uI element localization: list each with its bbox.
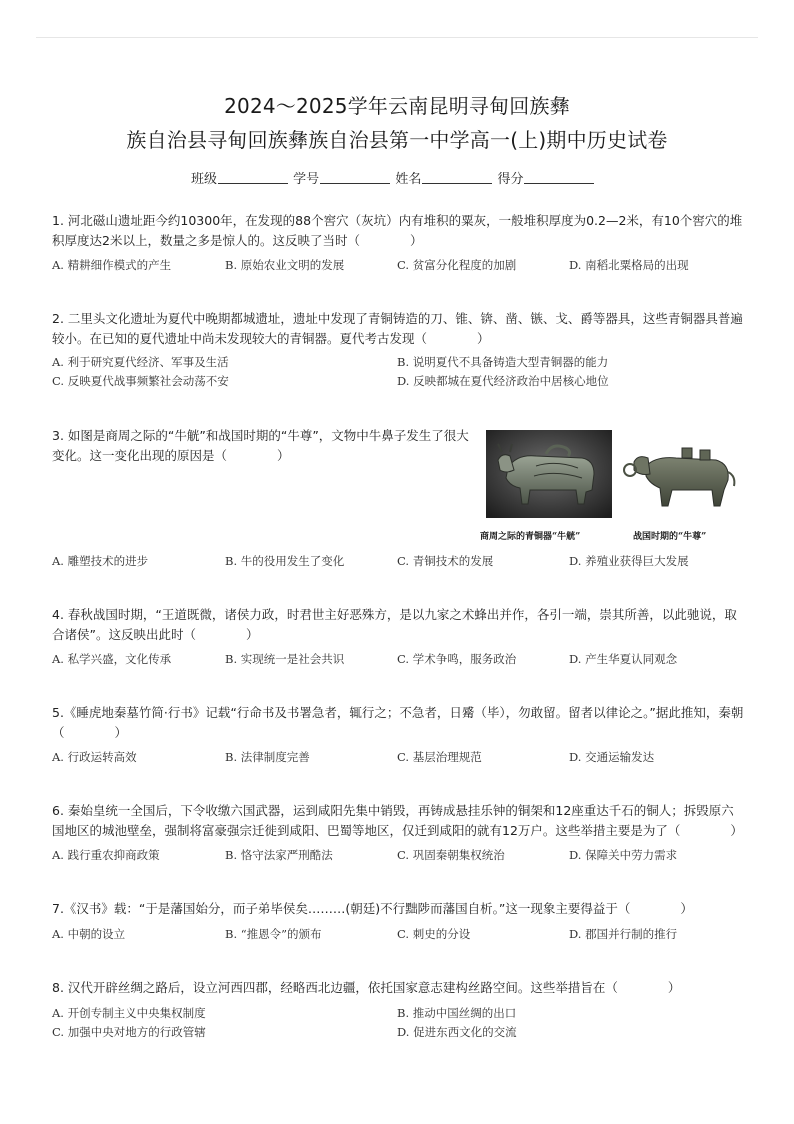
- q8-option-a[interactable]: A. 开创专制主义中央集权制度: [52, 1006, 206, 1020]
- q6-option-b[interactable]: B. 恪守法家严刑酷法: [225, 848, 333, 862]
- id-blank[interactable]: [320, 171, 390, 184]
- q5-option-d[interactable]: D. 交通运输发达: [569, 750, 655, 764]
- field-label-score: 得分: [497, 172, 524, 187]
- q2-option-b[interactable]: B. 说明夏代不具备铸造大型青铜器的能力: [397, 355, 609, 369]
- q7-option-a[interactable]: A. 中朝的设立: [52, 927, 126, 941]
- caption-ox-zun: 战国时期的“牛尊”: [633, 532, 707, 542]
- field-label-id: 学号: [293, 172, 320, 187]
- question-8: 8. 汉代开辟丝绸之路后，设立河西四郡，经略西北边疆，依托国家意志建构丝路空间。这些举措旨在（ ）: [52, 980, 681, 995]
- question-5: 5.《睡虎地秦墓竹简·行书》记载“行命书及书署急者，辄行之；不急者，日觱（毕），勿敢留。留者以律论之。”据此推知，秦朝（ ）: [52, 705, 744, 740]
- bronze-ox-zun-image: [616, 432, 742, 518]
- q5-option-b[interactable]: B. 法律制度完善: [225, 750, 310, 764]
- question-4: 4. 春秋战国时期，“王道既微，诸侯力政，时君世主好恶殊方，是以九家之术蜂出并作，各引一端，崇其所善，以此驰说，取合诸侯”。这反映出此时（ ）: [52, 607, 737, 642]
- q7-option-c[interactable]: C. 刺史的分设: [397, 927, 471, 941]
- q2-option-a[interactable]: A. 利于研究夏代经济、军事及生活: [52, 355, 229, 369]
- question-7: 7.《汉书》载：“于是藩国始分，而子弟毕侯矣………(朝廷)不行黜陟而藩国自析。”这一现象主要得益于（ ）: [52, 901, 693, 916]
- q2-option-c[interactable]: C. 反映夏代战事频繁社会动荡不安: [52, 374, 229, 388]
- name-blank[interactable]: [422, 171, 492, 184]
- q4-option-c[interactable]: C. 学术争鸣，服务政治: [397, 652, 517, 666]
- question-2: 2. 二里头文化遗址为夏代中晚期都城遗址，遗址中发现了青铜铸造的刀、锥、锛、凿、镞、戈、爵等器具，这些青铜器具普遍较小。在已知的夏代遗址中尚未发现较大的青铜器。夏代考古发现（ ）: [52, 311, 743, 346]
- caption-ox-gong: 商周之际的青铜器“牛觥”: [480, 532, 581, 542]
- q1-option-a[interactable]: A. 精耕细作模式的产生: [52, 258, 172, 272]
- class-blank[interactable]: [218, 171, 288, 184]
- question-1: 1. 河北磁山遗址距今约10300年，在发现的88个窖穴（灰坑）内有堆积的粟灰，一般堆积厚度为0.2—2米，有10个窖穴的堆积厚度达2米以上，数量之多是惊人的。这反映了当时（ ）: [52, 213, 743, 248]
- q4-option-a[interactable]: A. 私学兴盛，文化传承: [52, 652, 172, 666]
- top-rule: [36, 37, 758, 38]
- q3-option-c[interactable]: C. 青铜技术的发展: [397, 554, 494, 568]
- q7-option-b[interactable]: B. “推恩令”的颁布: [225, 927, 322, 941]
- score-blank[interactable]: [524, 171, 594, 184]
- question-6: 6. 秦始皇统一全国后，下令收缴六国武器，运到咸阳先集中销毁，再铸成悬挂乐钟的铜架和12座重达千石的铜人；拆毁原六国地区的城池壁垒，强制将富豪强宗迁徙到咸阳、巴蜀等地区，仅迁到咸阳的就有12万户。这些举措主要是为了（ ）: [52, 803, 743, 838]
- q5-option-c[interactable]: C. 基层治理规范: [397, 750, 482, 764]
- exam-title-line1: 2024～2025学年云南昆明寻甸回族彝: [224, 94, 570, 118]
- q2-option-d[interactable]: D. 反映都城在夏代经济政治中居核心地位: [397, 374, 609, 388]
- q8-option-c[interactable]: C. 加强中央对地方的行政管辖: [52, 1025, 206, 1039]
- q3-option-d[interactable]: D. 养殖业获得巨大发展: [569, 554, 689, 568]
- q4-option-d[interactable]: D. 产生华夏认同观念: [569, 652, 678, 666]
- q1-option-b[interactable]: B. 原始农业文明的发展: [225, 258, 345, 272]
- q8-option-d[interactable]: D. 促进东西文化的交流: [397, 1025, 517, 1039]
- q6-option-d[interactable]: D. 保障关中劳力需求: [569, 848, 678, 862]
- q6-option-c[interactable]: C. 巩固秦朝集权统治: [397, 848, 505, 862]
- q8-option-b[interactable]: B. 推动中国丝绸的出口: [397, 1006, 517, 1020]
- field-label-class: 班级: [191, 172, 218, 187]
- q3-option-a[interactable]: A. 雕塑技术的进步: [52, 554, 149, 568]
- q6-option-a[interactable]: A. 践行重农抑商政策: [52, 848, 160, 862]
- student-info-fields: [191, 168, 595, 187]
- q4-option-b[interactable]: B. 实现统一是社会共识: [225, 652, 345, 666]
- q1-option-d[interactable]: D. 南稻北粟格局的出现: [569, 258, 689, 272]
- exam-title-line2: 族自治县寻甸回族彝族自治县第一中学高一(上)期中历史试卷: [126, 128, 668, 152]
- q3-option-b[interactable]: B. 牛的役用发生了变化: [225, 554, 345, 568]
- bronze-ox-gong-image: [486, 430, 612, 518]
- question-3: 3. 如图是商周之际的“牛觥”和战国时期的“牛尊”，文物中牛鼻子发生了很大变化。这一变化出现的原因是（ ）: [52, 428, 469, 463]
- field-label-name: 姓名: [395, 172, 422, 187]
- q7-option-d[interactable]: D. 郡国并行制的推行: [569, 927, 678, 941]
- q5-option-a[interactable]: A. 行政运转高效: [52, 750, 137, 764]
- q1-option-c[interactable]: C. 贫富分化程度的加剧: [397, 258, 517, 272]
